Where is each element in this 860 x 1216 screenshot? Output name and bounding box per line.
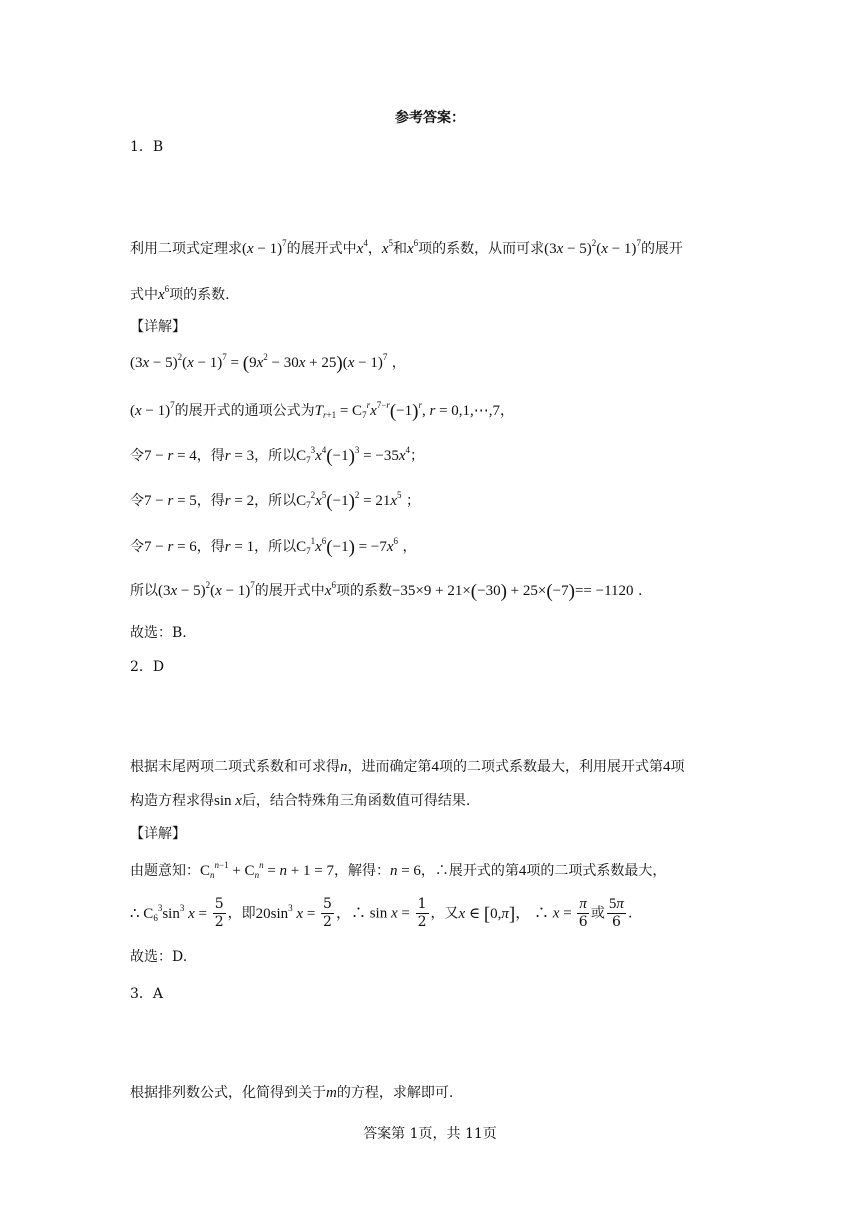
q2-detail-heading: 【详解】 xyxy=(130,826,186,842)
q1-step1: $(3x - 5)^2(x - 1)^7 = (9x^2 - 30x + 25)(x - 1)^7$ ， xyxy=(130,352,406,374)
q2-analysis-line1: 根据末尾两项二项式系数和可求得n，进而确定第4项的二项式系数最大，利用展开式第4项 xyxy=(130,759,685,775)
page-footer: 答案第 1页，共 11页 xyxy=(363,1126,497,1142)
q2-step1: 由题意知：$C_n^{n-1} + C_n^n = n + 1 = 7$，解得：n = 6，∴展开式的第4项的二项式系数最大， xyxy=(130,860,667,880)
q1-step3: 令7 − r = 4，得r = 3，所以$C_7^3x^4(-1)^3 = -35x^4$； xyxy=(130,445,424,467)
page-title: 参考答案： xyxy=(395,110,465,126)
q3-analysis: 根据排列数公式，化简得到关于m的方程，求解即可. xyxy=(130,1085,454,1101)
q2-analysis-line2: 构造方程求得sin x后，结合特殊角三角函数值可得结果. xyxy=(130,793,471,809)
q1-analysis-line2: 式中$x^6$项的系数. xyxy=(130,284,230,303)
q1-analysis-line1: 利用二项式定理求$(x - 1)^7$的展开式中$x^4$，$x^5$和$x^6$项的系数，从而可求$(3x - 5)^2(x - 1)^7$的展开 xyxy=(130,238,683,257)
q2-step2: ∴ $C_6^3\sin^3$ x = $\frac{5}{2}$ ，即$20\sin^3$ x = $\frac{5}{2}$ ，∴ sin x = $\frac{1}{2}$ ，又x ∈ [0,π]， ∴ x = $\frac{\pi}{6}$ 或 $\frac{5\pi}{6}$ . xyxy=(130,896,633,930)
q2-choose: 故选：D. xyxy=(130,949,188,965)
q1-detail-heading: 【详解】 xyxy=(130,319,186,335)
q1-answer-label: 1．B xyxy=(130,139,164,155)
q1-choose: 故选：B. xyxy=(130,625,187,641)
q1-final: 所以$(3x - 5)^2(x - 1)^7$的展开式中$x^6$项的系数−35×9 + 21×(−30) + 25×(−7)== −1120 . xyxy=(130,580,643,602)
q3-answer-label: 3．A xyxy=(130,986,164,1002)
q1-step4: 令7 − r = 5，得r = 2，所以$C_7^2x^5(-1)^2 = 21x^5$ ； xyxy=(130,490,420,512)
q1-step5: 令7 − r = 6，得r = 1，所以$C_7^1x^6(-1) = -7x^6$ ， xyxy=(130,536,417,558)
q1-step2: $(x - 1)^7$的展开式的通项公式为$T_{r+1} = C_7^rx^{7-r}(-1)^r$, r = 0,1,⋯,7， xyxy=(130,400,515,422)
q2-answer-label: 2．D xyxy=(130,659,165,675)
